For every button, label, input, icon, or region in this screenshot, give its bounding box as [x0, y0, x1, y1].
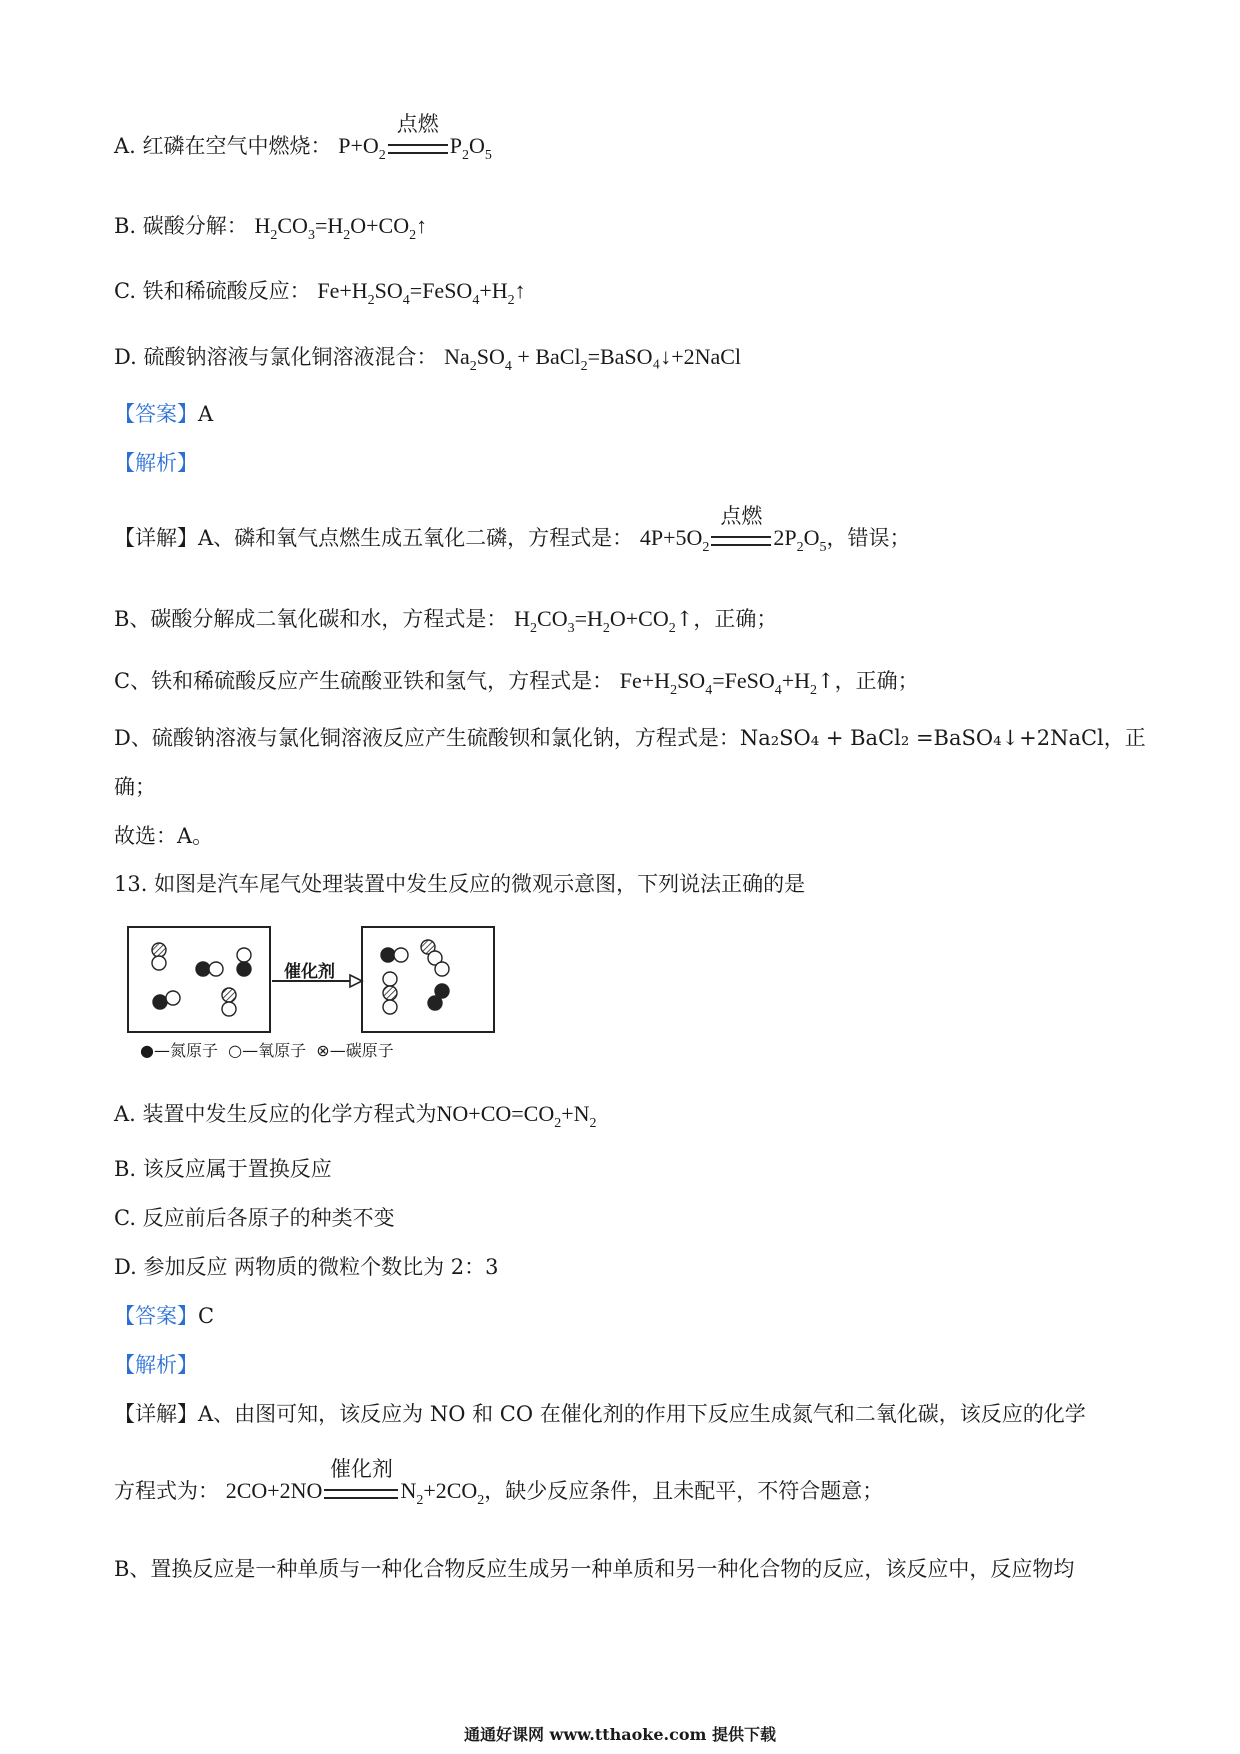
equation: 2CO+2NO 催化剂 $N_2+2CO_2$ [225, 1456, 485, 1508]
micro-reaction-diagram [126, 925, 520, 1061]
page-footer: 通通好课网 www.tthaoke.com 提供下载 [463, 1725, 777, 1744]
q13-option-a: A. 装置中发生反应的化学方程式为$NO+CO=CO_2+N_2$ [114, 1101, 597, 1131]
q13-stem: 13. 如图是汽车尾气处理装置中发生反应的微观示意图，下列说法正确的是 [114, 872, 806, 896]
q12-option-a [114, 111, 492, 170]
option-label: A. 红磷在空气中燃烧： [114, 134, 332, 158]
equation: $NO+CO=CO_2+N_2$ [436, 1101, 597, 1131]
q12-detail-a: 【详解】A、磷和氧气点燃生成五氧化二磷，方程式是： $4P+5O_2$ 点燃 $2P_2O_5$，错误； [114, 503, 911, 555]
equation: $Fe+H_2SO_4=FeSO_4+H_2↑$ [317, 278, 526, 308]
q13-detail-a-line1: 【详解】A、由图可知，该反应为 NO 和 CO 在催化剂的作用下反应生成氮气和二氧化碳，该反应的化学 [114, 1402, 1086, 1426]
q12-option-c [114, 277, 526, 315]
answer-value: C [198, 1304, 215, 1328]
equation: $H_2CO_3=H_2O+CO_2↑$ [254, 213, 428, 243]
catalyst-label: 催化剂 [284, 962, 335, 982]
q12-option-b [114, 212, 427, 250]
equation: $Na_2SO_4$ + BaCl$_2$=BaSO₄↓+2NaCl [444, 344, 742, 374]
q12-detail-b: B、碳酸分解成二氧化碳和水，方程式是： $H_2CO_3=H_2O+CO_2↑$，正确； [114, 606, 778, 636]
answer-value: A [198, 402, 214, 426]
option-label: B. 碳酸分解： [114, 214, 248, 238]
q12-analysis-tag: 【解析】 [114, 451, 198, 475]
legend-nitrogen: ●—氮原子 [140, 1041, 218, 1060]
q12-choice: 故选：A。 [114, 824, 214, 848]
q13-detail-a-line2: 方程式为： 2CO+2NO 催化剂 $N_2+2CO_2$，缺少反应条件，且未配平，不符合题意； [114, 1456, 884, 1508]
q13-answer [114, 1302, 214, 1330]
q13-analysis-tag: 【解析】 [114, 1353, 198, 1377]
legend-oxygen: ○—氧原子 [228, 1041, 307, 1060]
condition-mark: 点燃 [709, 526, 773, 554]
answer-tag: 【答案】 [114, 402, 198, 426]
q13-option-d: D. 参加反应 两物质的微粒个数比为 2：3 [114, 1255, 499, 1279]
condition-mark: 点燃 [386, 134, 450, 162]
q12-option-d [114, 343, 741, 381]
diagram-legend [140, 1038, 394, 1061]
q12-answer [114, 400, 213, 428]
reactant-box [128, 927, 270, 1032]
condition-mark: 催化剂 [322, 1479, 400, 1507]
equation: $H_2CO_3=H_2O+CO_2$ [514, 606, 676, 636]
detail-tag: 【详解】 [114, 526, 198, 550]
detail-tag: 【详解】 [114, 1402, 198, 1426]
equation: $Fe+H_2SO_4=FeSO_4+H_2$ [619, 668, 818, 698]
equation: $4P+5O_2$ 点燃 $2P_2O_5$ [639, 503, 827, 555]
q13-option-c: C. 反应前后各原子的种类不变 [114, 1206, 395, 1230]
q12-detail-c: C、铁和稀硫酸反应产生硫酸亚铁和氢气，方程式是： $Fe+H_2SO_4=FeSO_4+H_2↑$，正确； [114, 668, 919, 698]
q13-option-b: B. 该反应属于置换反应 [114, 1157, 332, 1181]
option-label: C. 铁和稀硫酸反应： [114, 279, 311, 303]
option-label: D. 硫酸钠溶液与氯化铜溶液混合： [114, 345, 438, 369]
q12-detail-d-line1: D、硫酸钠溶液与氯化铜溶液反应产生硫酸钡和氯化钠，方程式是：Na₂SO₄ + BaCl₂ =BaSO₄↓+2NaCl，正 [114, 726, 1146, 750]
legend-carbon: ⊗—碳原子 [316, 1041, 394, 1060]
equation: $P+O_2$ 点燃 $P_2O_5$ [338, 111, 492, 163]
q12-detail-d-line2: 确； [114, 775, 156, 799]
q13-detail-b-line1: B、置换反应是一种单质与一种化合物反应生成另一种单质和另一种化合物的反应，该反应中，反应物均 [114, 1557, 1075, 1581]
answer-tag: 【答案】 [114, 1304, 198, 1328]
